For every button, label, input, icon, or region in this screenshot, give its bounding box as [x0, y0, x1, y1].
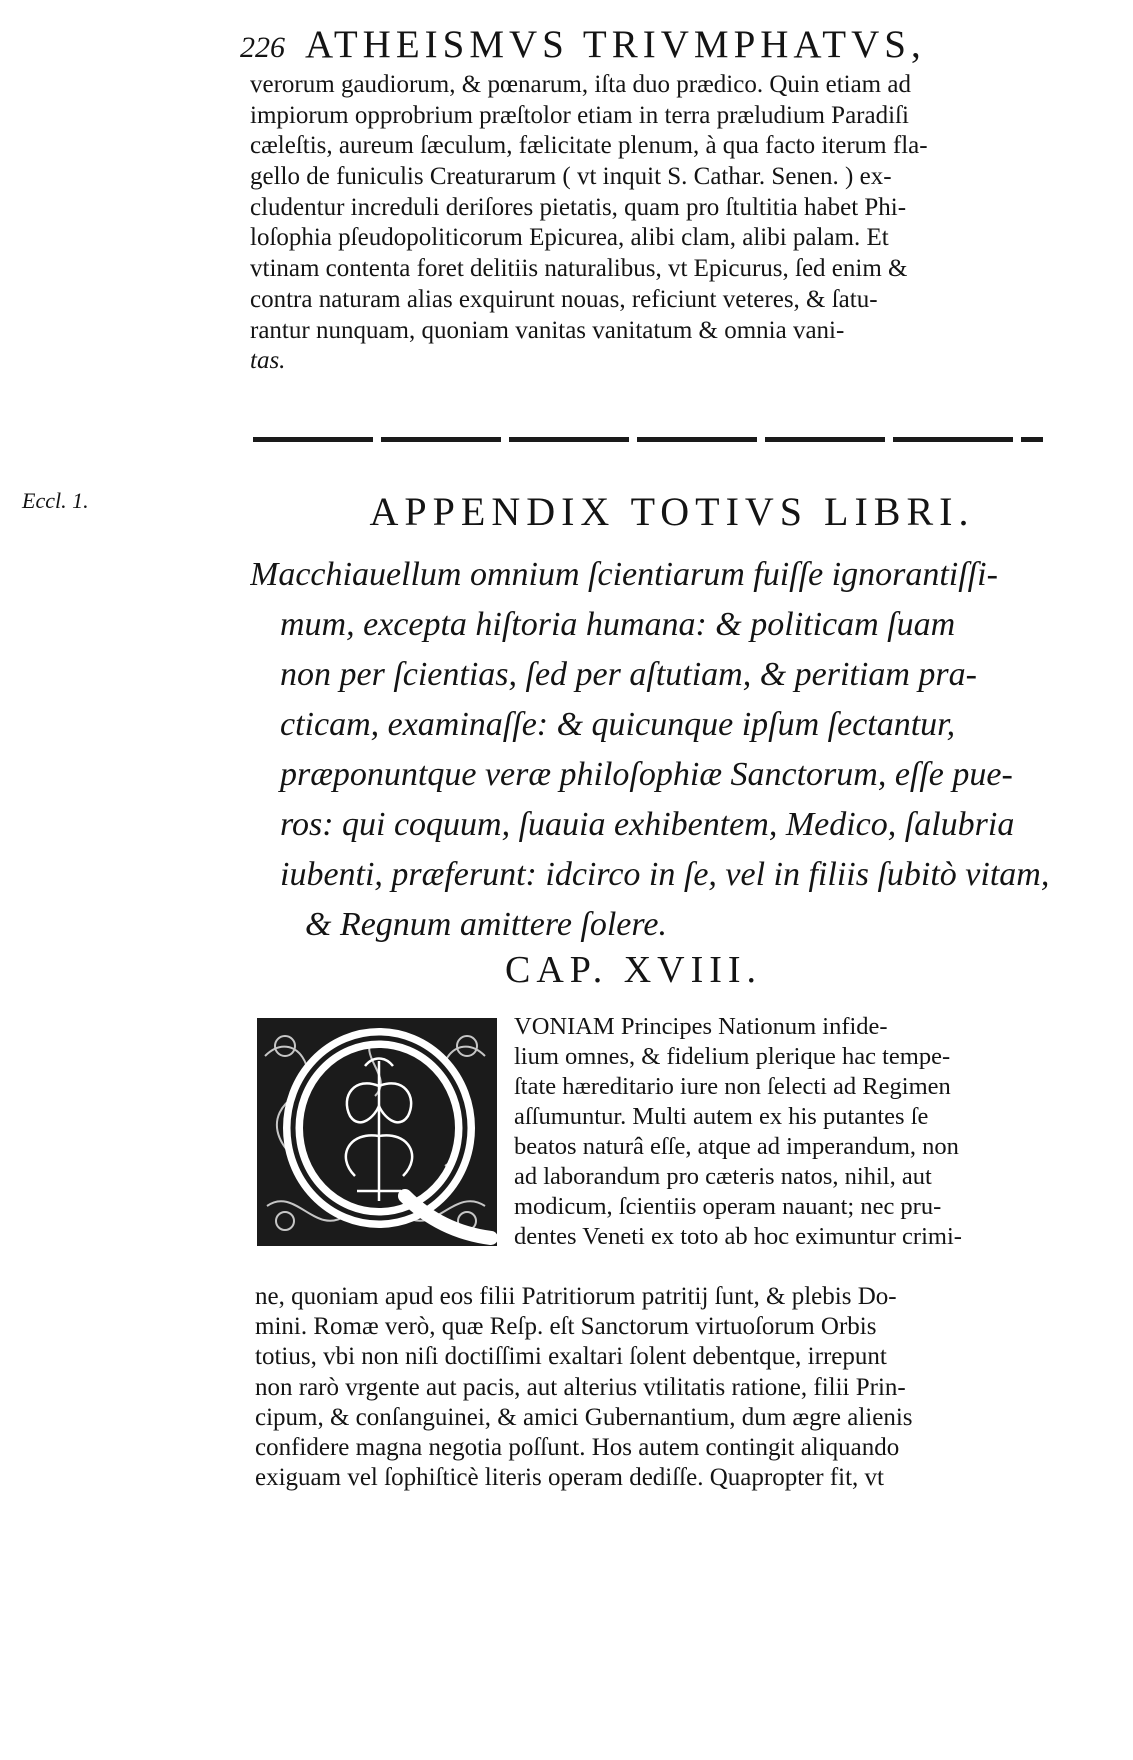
text-line: ne, quoniam apud eos filii Patritiorum patritij ſunt, & plebis Do- — [255, 1283, 897, 1310]
text-line: totius, vbi non niſi doctiſſimi exaltari ſolent debentque, irrepunt — [255, 1343, 887, 1371]
text-line: mini. Romæ verò, quæ Reſp. eſt Sanctorum virtuoſorum Orbis — [255, 1313, 877, 1341]
text-line: exiguam vel ſophiſticè literis operam dediſſe. Quapropter fit, vt — [255, 1464, 884, 1492]
summary-line: Macchiauellum omnium ſcientiarum fuiſſe ignorantiſſi- — [250, 556, 998, 593]
text-line: non rarò vrgente aut pacis, aut alterius vtilitatis ratione, filii Prin- — [255, 1373, 906, 1401]
text-line: ad laborandum pro cæteris natos, nihil, aut — [514, 1163, 932, 1190]
appendix-summary — [250, 550, 1080, 950]
chapter-text-beside-initial — [514, 1012, 1066, 1252]
text-line: impiorum opprobrium præſtolor etiam in terra præludium Paradiſi — [250, 101, 909, 129]
text-line: ſtate hæreditario iure non ſelecti ad Regimen — [514, 1073, 951, 1100]
summary-line: cticam, examinaſſe: & quicunque ipſum ſectantur, — [280, 706, 956, 743]
text-line: modicum, ſcientiis operam nauant; nec pru- — [514, 1193, 942, 1220]
text-line: cludentur increduli deriſores pietatis, quam pro ſtultitia habet Phi- — [250, 193, 907, 221]
summary-line: ros: qui coquum, ſuauia exhibentem, Medico, ſalubria — [280, 806, 1015, 843]
text-line: cipum, & conſanguinei, & amici Gubernantium, dum ægre alienis — [255, 1403, 913, 1431]
text-line: dentes Veneti ex toto ab hoc eximuntur crimi- — [514, 1223, 962, 1250]
text-line: lium omnes, & fidelium plerique hac tempe- — [514, 1043, 951, 1070]
running-head — [240, 22, 1070, 67]
chapter-heading: CAP. XVIII. — [505, 949, 763, 991]
summary-line: & Regnum amittere ſolere. — [305, 906, 667, 943]
text-line: verorum gaudiorum, & pœnarum, iſta duo prædico. Quin etiam ad — [250, 71, 911, 98]
top-paragraph — [250, 70, 1065, 377]
text-line: aſſumuntur. Multi autem ex his putantes ſe — [514, 1103, 929, 1130]
text-line: confidere magna negotia poſſunt. Hos autem contingit aliquando — [255, 1433, 900, 1461]
section-divider-rule — [253, 437, 1043, 442]
text-line: loſophia pſeudopoliticorum Epicurea, alibi clam, alibi palam. Et — [250, 224, 889, 252]
chapter-text-full-width — [255, 1282, 1066, 1493]
page-number: 226 — [240, 31, 285, 64]
summary-line: mum, excepta hiſtoria humana: & politicam ſuam — [280, 606, 956, 643]
appendix-title: APPENDIX TOTIVS LIBRI. — [369, 489, 975, 534]
summary-line: iubenti, præferunt: idcirco in ſe, vel in filiis ſubitò vitam, — [280, 856, 1050, 893]
text-line: VONIAM Principes Nationum infide- — [514, 1013, 888, 1040]
text-line: vtinam contenta foret delitiis naturalibus, vt Epicurus, ſed enim & — [250, 255, 908, 283]
text-line: beatos naturâ eſſe, atque ad imperandum, non — [514, 1133, 959, 1160]
text-line: gello de funiculis Creaturarum ( vt inquit S. Cathar. Senen. ) ex- — [250, 163, 892, 191]
running-title: ATHEISMVS TRIVMPHATVS, — [305, 23, 926, 66]
text-line: contra naturam alias exquirunt nouas, reficiunt veteres, & ſatu- — [250, 285, 878, 313]
summary-line: præponuntque veræ philoſophiæ Sanctorum, eſſe pue- — [280, 756, 1013, 793]
decorated-initial-q-icon — [255, 1016, 503, 1251]
text-line: rantur nunquam, quoniam vanitas vanitatum & omnia vani- — [250, 316, 845, 344]
text-line: cæleſtis, aureum ſæculum, fælicitate plenum, à qua facto iterum fla- — [250, 132, 928, 160]
text-line: tas. — [250, 347, 286, 375]
summary-line: non per ſcientias, ſed per aſtutiam, & peritiam pra- — [280, 656, 977, 693]
marginal-note: Eccl. 1. — [22, 488, 89, 513]
